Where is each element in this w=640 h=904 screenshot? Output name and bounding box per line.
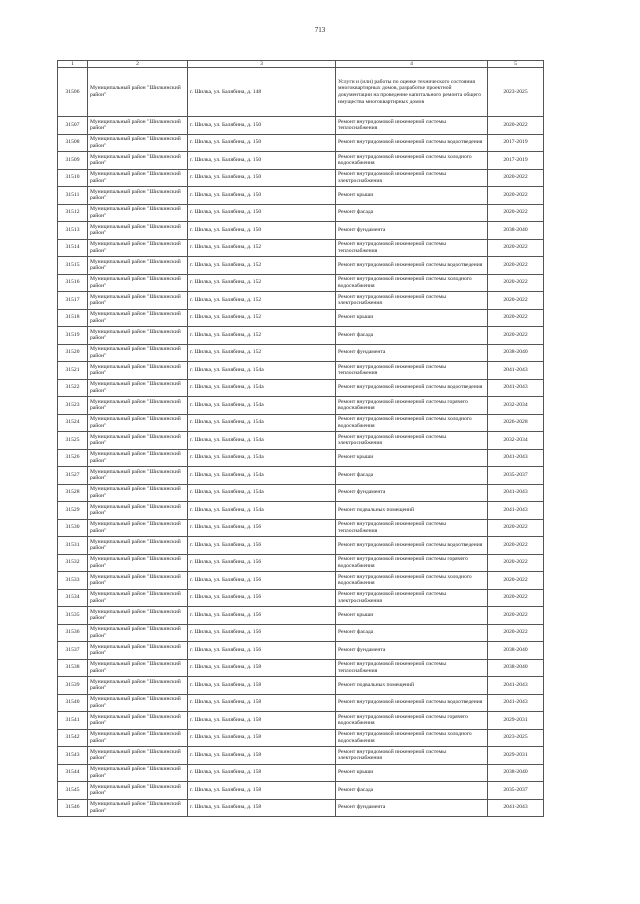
address-cell: г. Шилка, ул. Балябина, д. 156 bbox=[188, 642, 336, 660]
municipality-cell: Муниципальный район "Шилкинский район" bbox=[88, 204, 188, 222]
row-number: 31509 bbox=[58, 152, 88, 170]
period-cell: 2017-2019 bbox=[488, 152, 544, 170]
municipality-cell: Муниципальный район "Шилкинский район" bbox=[88, 519, 188, 537]
address-cell: г. Шилка, ул. Балябина, д. 152 bbox=[188, 344, 336, 362]
municipality-cell: Муниципальный район "Шилкинский район" bbox=[88, 572, 188, 590]
row-number: 31524 bbox=[58, 414, 88, 432]
period-cell: 2026-2028 bbox=[488, 414, 544, 432]
address-cell: г. Шилка, ул. Балябина, д. 154а bbox=[188, 379, 336, 397]
row-number: 31511 bbox=[58, 187, 88, 205]
period-cell: 2029-2031 bbox=[488, 747, 544, 765]
municipality-cell: Муниципальный район "Шилкинский район" bbox=[88, 467, 188, 485]
period-cell: 2038-2040 bbox=[488, 659, 544, 677]
row-number: 31506 bbox=[58, 68, 88, 117]
table-row bbox=[58, 117, 544, 135]
row-number: 31539 bbox=[58, 677, 88, 695]
work-type-cell: Ремонт фундамента bbox=[336, 222, 488, 240]
municipality-cell: Муниципальный район "Шилкинский район" bbox=[88, 309, 188, 327]
table-row bbox=[58, 537, 544, 555]
work-type-cell: Ремонт крыши bbox=[336, 187, 488, 205]
work-type-cell: Ремонт внутридомовой инженерной системы электроснабжения bbox=[336, 169, 488, 187]
table-row bbox=[58, 344, 544, 362]
row-number: 31529 bbox=[58, 502, 88, 520]
address-cell: г. Шилка, ул. Балябина, д. 158 bbox=[188, 712, 336, 730]
work-type-cell: Ремонт внутридомовой инженерной системы водоотведения bbox=[336, 537, 488, 555]
table-row bbox=[58, 134, 544, 152]
row-number: 31510 bbox=[58, 169, 88, 187]
table-row bbox=[58, 519, 544, 537]
row-number: 31522 bbox=[58, 379, 88, 397]
row-number: 31513 bbox=[58, 222, 88, 240]
period-cell: 2020-2022 bbox=[488, 187, 544, 205]
work-type-cell: Ремонт фундамента bbox=[336, 799, 488, 817]
address-cell: г. Шилка, ул. Балябина, д. 158 bbox=[188, 677, 336, 695]
row-number: 31531 bbox=[58, 537, 88, 555]
address-cell: г. Шилка, ул. Балябина, д. 156 bbox=[188, 572, 336, 590]
period-cell: 2041-2043 bbox=[488, 799, 544, 817]
row-number: 31538 bbox=[58, 659, 88, 677]
municipality-cell: Муниципальный район "Шилкинский район" bbox=[88, 169, 188, 187]
municipality-cell: Муниципальный район "Шилкинский район" bbox=[88, 257, 188, 275]
period-cell: 2020-2022 bbox=[488, 169, 544, 187]
work-type-cell: Ремонт внутридомовой инженерной системы холодного водоснабжения bbox=[336, 414, 488, 432]
repair-schedule-table bbox=[57, 60, 544, 817]
table-row bbox=[58, 712, 544, 730]
work-type-cell: Ремонт внутридомовой инженерной системы теплоснабжения bbox=[336, 659, 488, 677]
address-cell: г. Шилка, ул. Балябина, д. 158 bbox=[188, 694, 336, 712]
table-row bbox=[58, 432, 544, 450]
row-number: 31543 bbox=[58, 747, 88, 765]
address-cell: г. Шилка, ул. Балябина, д. 158 bbox=[188, 782, 336, 800]
address-cell: г. Шилка, ул. Балябина, д. 154а bbox=[188, 502, 336, 520]
work-type-cell: Ремонт фундамента bbox=[336, 642, 488, 660]
row-number: 31525 bbox=[58, 432, 88, 450]
row-number: 31520 bbox=[58, 344, 88, 362]
municipality-cell: Муниципальный район "Шилкинский район" bbox=[88, 222, 188, 240]
table-row bbox=[58, 572, 544, 590]
work-type-cell: Ремонт внутридомовой инженерной системы электроснабжения bbox=[336, 589, 488, 607]
row-number: 31532 bbox=[58, 554, 88, 572]
row-number: 31527 bbox=[58, 467, 88, 485]
address-cell: г. Шилка, ул. Балябина, д. 154а bbox=[188, 449, 336, 467]
municipality-cell: Муниципальный район "Шилкинский район" bbox=[88, 239, 188, 257]
table-row bbox=[58, 292, 544, 310]
table-row bbox=[58, 187, 544, 205]
address-cell: г. Шилка, ул. Балябина, д. 154а bbox=[188, 362, 336, 380]
work-type-cell: Ремонт внутридомовой инженерной системы водоотведения bbox=[336, 257, 488, 275]
work-type-cell: Ремонт внутридомовой инженерной системы холодного водоснабжения bbox=[336, 572, 488, 590]
address-cell: г. Шилка, ул. Балябина, д. 158 bbox=[188, 799, 336, 817]
municipality-cell: Муниципальный район "Шилкинский район" bbox=[88, 589, 188, 607]
header-col-3: 3 bbox=[188, 61, 336, 68]
table-row bbox=[58, 362, 544, 380]
table-row bbox=[58, 327, 544, 345]
row-number: 31533 bbox=[58, 572, 88, 590]
table-row bbox=[58, 677, 544, 695]
header-col-5: 5 bbox=[488, 61, 544, 68]
municipality-cell: Муниципальный район "Шилкинский район" bbox=[88, 694, 188, 712]
row-number: 31521 bbox=[58, 362, 88, 380]
work-type-cell: Ремонт фундамента bbox=[336, 484, 488, 502]
municipality-cell: Муниципальный район "Шилкинский район" bbox=[88, 764, 188, 782]
municipality-cell: Муниципальный район "Шилкинский район" bbox=[88, 677, 188, 695]
table-row bbox=[58, 799, 544, 817]
municipality-cell: Муниципальный район "Шилкинский район" bbox=[88, 484, 188, 502]
period-cell: 2020-2022 bbox=[488, 274, 544, 292]
address-cell: г. Шилка, ул. Балябина, д. 156 bbox=[188, 589, 336, 607]
work-type-cell: Ремонт фасада bbox=[336, 204, 488, 222]
table-row bbox=[58, 659, 544, 677]
address-cell: г. Шилка, ул. Балябина, д. 154а bbox=[188, 432, 336, 450]
municipality-cell: Муниципальный район "Шилкинский район" bbox=[88, 537, 188, 555]
table-row bbox=[58, 274, 544, 292]
period-cell: 2020-2022 bbox=[488, 239, 544, 257]
row-number: 31528 bbox=[58, 484, 88, 502]
work-type-cell: Услуги и (или) работы по оценке технического состояния многоквартирных домов, разработке проектной документации на проведение капитального ремонта общего имущества многоквартирных домов bbox=[336, 68, 488, 117]
row-number: 31508 bbox=[58, 134, 88, 152]
table-row bbox=[58, 397, 544, 415]
row-number: 31512 bbox=[58, 204, 88, 222]
municipality-cell: Муниципальный район "Шилкинский район" bbox=[88, 152, 188, 170]
municipality-cell: Муниципальный район "Шилкинский район" bbox=[88, 799, 188, 817]
municipality-cell: Муниципальный район "Шилкинский район" bbox=[88, 68, 188, 117]
work-type-cell: Ремонт внутридомовой инженерной системы электроснабжения bbox=[336, 432, 488, 450]
table-row bbox=[58, 204, 544, 222]
period-cell: 2020-2022 bbox=[488, 589, 544, 607]
work-type-cell: Ремонт внутридомовой инженерной системы водоотведения bbox=[336, 379, 488, 397]
work-type-cell: Ремонт внутридомовой инженерной системы горячего водоснабжения bbox=[336, 397, 488, 415]
period-cell: 2020-2022 bbox=[488, 537, 544, 555]
table-row bbox=[58, 414, 544, 432]
row-number: 31518 bbox=[58, 309, 88, 327]
municipality-cell: Муниципальный район "Шилкинский район" bbox=[88, 327, 188, 345]
header-col-4: 4 bbox=[336, 61, 488, 68]
address-cell: г. Шилка, ул. Балябина, д. 158 bbox=[188, 729, 336, 747]
row-number: 31523 bbox=[58, 397, 88, 415]
table-row bbox=[58, 624, 544, 642]
address-cell: г. Шилка, ул. Балябина, д. 158 bbox=[188, 747, 336, 765]
address-cell: г. Шилка, ул. Балябина, д. 158 bbox=[188, 764, 336, 782]
period-cell: 2038-2040 bbox=[488, 642, 544, 660]
address-cell: г. Шилка, ул. Балябина, д. 154а bbox=[188, 414, 336, 432]
address-cell: г. Шилка, ул. Балябина, д. 154а bbox=[188, 484, 336, 502]
work-type-cell: Ремонт внутридомовой инженерной системы водоотведения bbox=[336, 694, 488, 712]
work-type-cell: Ремонт внутридомовой инженерной системы холодного водоснабжения bbox=[336, 152, 488, 170]
work-type-cell: Ремонт внутридомовой инженерной системы теплоснабжения bbox=[336, 239, 488, 257]
work-type-cell: Ремонт внутридомовой инженерной системы электроснабжения bbox=[336, 292, 488, 310]
period-cell: 2041-2043 bbox=[488, 484, 544, 502]
row-number: 31545 bbox=[58, 782, 88, 800]
address-cell: г. Шилка, ул. Балябина, д. 150 bbox=[188, 169, 336, 187]
address-cell: г. Шилка, ул. Балябина, д. 154а bbox=[188, 467, 336, 485]
period-cell: 2023-2025 bbox=[488, 68, 544, 117]
work-type-cell: Ремонт фасада bbox=[336, 467, 488, 485]
address-cell: г. Шилка, ул. Балябина, д. 150 bbox=[188, 222, 336, 240]
municipality-cell: Муниципальный район "Шилкинский район" bbox=[88, 432, 188, 450]
period-cell: 2041-2043 bbox=[488, 694, 544, 712]
period-cell: 2041-2043 bbox=[488, 677, 544, 695]
municipality-cell: Муниципальный район "Шилкинский район" bbox=[88, 274, 188, 292]
row-number: 31537 bbox=[58, 642, 88, 660]
table-row bbox=[58, 589, 544, 607]
header-row bbox=[58, 61, 544, 68]
municipality-cell: Муниципальный район "Шилкинский район" bbox=[88, 134, 188, 152]
row-number: 31541 bbox=[58, 712, 88, 730]
row-number: 31540 bbox=[58, 694, 88, 712]
period-cell: 2041-2043 bbox=[488, 502, 544, 520]
period-cell: 2020-2022 bbox=[488, 607, 544, 625]
municipality-cell: Муниципальный район "Шилкинский район" bbox=[88, 607, 188, 625]
work-type-cell: Ремонт внутридомовой инженерной системы теплоснабжения bbox=[336, 362, 488, 380]
municipality-cell: Муниципальный район "Шилкинский район" bbox=[88, 659, 188, 677]
table-row bbox=[58, 484, 544, 502]
address-cell: г. Шилка, ул. Балябина, д. 156 bbox=[188, 607, 336, 625]
work-type-cell: Ремонт внутридомовой инженерной системы водоотведения bbox=[336, 134, 488, 152]
row-number: 31514 bbox=[58, 239, 88, 257]
work-type-cell: Ремонт крыши bbox=[336, 309, 488, 327]
address-cell: г. Шилка, ул. Балябина, д. 156 bbox=[188, 519, 336, 537]
row-number: 31526 bbox=[58, 449, 88, 467]
work-type-cell: Ремонт фундамента bbox=[336, 344, 488, 362]
period-cell: 2020-2022 bbox=[488, 554, 544, 572]
row-number: 31544 bbox=[58, 764, 88, 782]
work-type-cell: Ремонт внутридомовой инженерной системы горячего водоснабжения bbox=[336, 712, 488, 730]
address-cell: г. Шилка, ул. Балябина, д. 156 bbox=[188, 554, 336, 572]
address-cell: г. Шилка, ул. Балябина, д. 152 bbox=[188, 274, 336, 292]
header-col-2: 2 bbox=[88, 61, 188, 68]
period-cell: 2020-2022 bbox=[488, 309, 544, 327]
address-cell: г. Шилка, ул. Балябина, д. 152 bbox=[188, 257, 336, 275]
municipality-cell: Муниципальный район "Шилкинский район" bbox=[88, 414, 188, 432]
municipality-cell: Муниципальный район "Шилкинский район" bbox=[88, 554, 188, 572]
address-cell: г. Шилка, ул. Балябина, д. 152 bbox=[188, 327, 336, 345]
period-cell: 2020-2022 bbox=[488, 327, 544, 345]
period-cell: 2023-2025 bbox=[488, 729, 544, 747]
header-col-1: 1 bbox=[58, 61, 88, 68]
row-number: 31535 bbox=[58, 607, 88, 625]
address-cell: г. Шилка, ул. Балябина, д. 150 bbox=[188, 152, 336, 170]
address-cell: г. Шилка, ул. Балябина, д. 156 bbox=[188, 537, 336, 555]
work-type-cell: Ремонт внутридомовой инженерной системы теплоснабжения bbox=[336, 519, 488, 537]
table-row bbox=[58, 554, 544, 572]
table-row bbox=[58, 222, 544, 240]
work-type-cell: Ремонт внутридомовой инженерной системы холодного водоснабжения bbox=[336, 274, 488, 292]
row-number: 31517 bbox=[58, 292, 88, 310]
municipality-cell: Муниципальный район "Шилкинский район" bbox=[88, 187, 188, 205]
table-row bbox=[58, 764, 544, 782]
row-number: 31516 bbox=[58, 274, 88, 292]
work-type-cell: Ремонт внутридомовой инженерной системы теплоснабжения bbox=[336, 117, 488, 135]
municipality-cell: Муниципальный район "Шилкинский район" bbox=[88, 397, 188, 415]
row-number: 31507 bbox=[58, 117, 88, 135]
period-cell: 2020-2022 bbox=[488, 572, 544, 590]
address-cell: г. Шилка, ул. Балябина, д. 152 bbox=[188, 292, 336, 310]
row-number: 31519 bbox=[58, 327, 88, 345]
period-cell: 2038-2040 bbox=[488, 344, 544, 362]
page-number: 713 bbox=[314, 26, 326, 34]
row-number: 31530 bbox=[58, 519, 88, 537]
table-row bbox=[58, 642, 544, 660]
period-cell: 2017-2019 bbox=[488, 134, 544, 152]
table-row bbox=[58, 607, 544, 625]
table-row bbox=[58, 309, 544, 327]
work-type-cell: Ремонт крыши bbox=[336, 607, 488, 625]
work-type-cell: Ремонт внутридомовой инженерной системы холодного водоснабжения bbox=[336, 729, 488, 747]
address-cell: г. Шилка, ул. Балябина, д. 156 bbox=[188, 624, 336, 642]
row-number: 31546 bbox=[58, 799, 88, 817]
period-cell: 2020-2022 bbox=[488, 257, 544, 275]
period-cell: 2035-2037 bbox=[488, 467, 544, 485]
address-cell: г. Шилка, ул. Балябина, д. 150 bbox=[188, 204, 336, 222]
table-row bbox=[58, 747, 544, 765]
municipality-cell: Муниципальный район "Шилкинский район" bbox=[88, 712, 188, 730]
address-cell: г. Шилка, ул. Балябина, д. 150 bbox=[188, 187, 336, 205]
table-row bbox=[58, 729, 544, 747]
work-type-cell: Ремонт подвальных помещений bbox=[336, 677, 488, 695]
period-cell: 2020-2022 bbox=[488, 519, 544, 537]
municipality-cell: Муниципальный район "Шилкинский район" bbox=[88, 502, 188, 520]
work-type-cell: Ремонт внутридомовой инженерной системы электроснабжения bbox=[336, 747, 488, 765]
table-row bbox=[58, 449, 544, 467]
address-cell: г. Шилка, ул. Балябина, д. 148 bbox=[188, 68, 336, 117]
row-number: 31536 bbox=[58, 624, 88, 642]
municipality-cell: Муниципальный район "Шилкинский район" bbox=[88, 344, 188, 362]
municipality-cell: Муниципальный район "Шилкинский район" bbox=[88, 117, 188, 135]
address-cell: г. Шилка, ул. Балябина, д. 152 bbox=[188, 309, 336, 327]
work-type-cell: Ремонт фасада bbox=[336, 624, 488, 642]
period-cell: 2020-2022 bbox=[488, 204, 544, 222]
municipality-cell: Муниципальный район "Шилкинский район" bbox=[88, 782, 188, 800]
address-cell: г. Шилка, ул. Балябина, д. 150 bbox=[188, 134, 336, 152]
work-type-cell: Ремонт фасада bbox=[336, 327, 488, 345]
period-cell: 2041-2043 bbox=[488, 379, 544, 397]
municipality-cell: Муниципальный район "Шилкинский район" bbox=[88, 624, 188, 642]
period-cell: 2035-2037 bbox=[488, 782, 544, 800]
address-cell: г. Шилка, ул. Балябина, д. 150 bbox=[188, 117, 336, 135]
period-cell: 2032-2034 bbox=[488, 432, 544, 450]
table-row bbox=[58, 68, 544, 117]
row-number: 31542 bbox=[58, 729, 88, 747]
municipality-cell: Муниципальный район "Шилкинский район" bbox=[88, 449, 188, 467]
table-row bbox=[58, 152, 544, 170]
table-row bbox=[58, 467, 544, 485]
municipality-cell: Муниципальный район "Шилкинский район" bbox=[88, 379, 188, 397]
period-cell: 2020-2022 bbox=[488, 624, 544, 642]
period-cell: 2020-2022 bbox=[488, 117, 544, 135]
row-number: 31534 bbox=[58, 589, 88, 607]
work-type-cell: Ремонт фасада bbox=[336, 782, 488, 800]
period-cell: 2032-2034 bbox=[488, 397, 544, 415]
address-cell: г. Шилка, ул. Балябина, д. 152 bbox=[188, 239, 336, 257]
municipality-cell: Муниципальный район "Шилкинский район" bbox=[88, 729, 188, 747]
table-row bbox=[58, 502, 544, 520]
period-cell: 2038-2040 bbox=[488, 764, 544, 782]
work-type-cell: Ремонт внутридомовой инженерной системы горячего водоснабжения bbox=[336, 554, 488, 572]
table-row bbox=[58, 239, 544, 257]
table-row bbox=[58, 257, 544, 275]
address-cell: г. Шилка, ул. Балябина, д. 154а bbox=[188, 397, 336, 415]
work-type-cell: Ремонт подвальных помещений bbox=[336, 502, 488, 520]
address-cell: г. Шилка, ул. Балябина, д. 158 bbox=[188, 659, 336, 677]
municipality-cell: Муниципальный район "Шилкинский район" bbox=[88, 642, 188, 660]
period-cell: 2041-2043 bbox=[488, 449, 544, 467]
municipality-cell: Муниципальный район "Шилкинский район" bbox=[88, 747, 188, 765]
period-cell: 2020-2022 bbox=[488, 292, 544, 310]
period-cell: 2038-2040 bbox=[488, 222, 544, 240]
work-type-cell: Ремонт крыши bbox=[336, 764, 488, 782]
table-body bbox=[58, 68, 544, 817]
table-row bbox=[58, 169, 544, 187]
municipality-cell: Муниципальный район "Шилкинский район" bbox=[88, 292, 188, 310]
table-row bbox=[58, 782, 544, 800]
table-row bbox=[58, 379, 544, 397]
row-number: 31515 bbox=[58, 257, 88, 275]
work-type-cell: Ремонт крыши bbox=[336, 449, 488, 467]
municipality-cell: Муниципальный район "Шилкинский район" bbox=[88, 362, 188, 380]
period-cell: 2041-2043 bbox=[488, 362, 544, 380]
table-row bbox=[58, 694, 544, 712]
period-cell: 2029-2031 bbox=[488, 712, 544, 730]
